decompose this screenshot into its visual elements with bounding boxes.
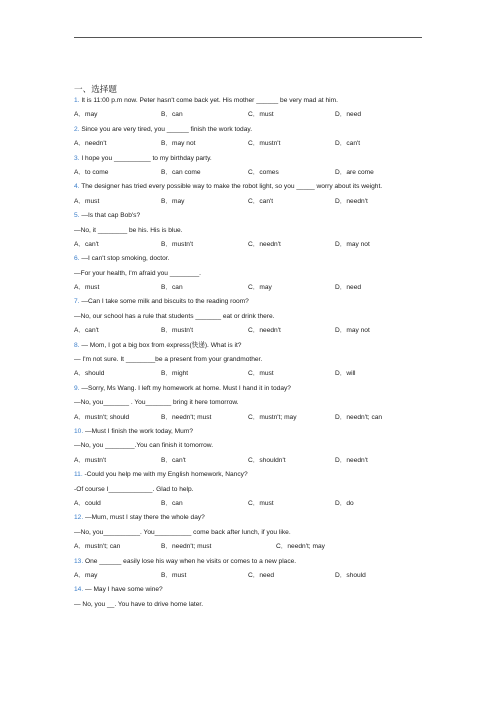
answer-option[interactable]: D．needn't; can	[335, 413, 383, 421]
answer-option[interactable]: C．need	[248, 571, 275, 579]
question-stem	[74, 585, 422, 594]
question-dialog-line: —No, you__________. You__________ come back after lunch, if you like.	[74, 528, 291, 536]
answer-option[interactable]: C．mustn't; may	[248, 413, 297, 421]
answer-option[interactable]: A．mustn't	[74, 456, 107, 464]
answer-option[interactable]: B．may not	[161, 140, 196, 148]
option-row	[74, 197, 422, 206]
answer-option[interactable]: A．must	[74, 197, 100, 205]
answer-option[interactable]: D．need	[335, 284, 362, 292]
option-row	[74, 240, 422, 249]
answer-option[interactable]: A．mustn't; can	[74, 543, 121, 551]
answer-option[interactable]: A．may	[74, 571, 98, 579]
option-row	[74, 168, 422, 177]
answer-option[interactable]: D．may not	[335, 327, 370, 335]
option-row	[74, 283, 422, 292]
question-list	[74, 84, 422, 614]
answer-option[interactable]: B．can't	[161, 456, 186, 464]
question-number: 5.	[74, 212, 80, 220]
answer-option[interactable]: B．needn't; must	[161, 543, 212, 551]
answer-option[interactable]: A．may	[74, 111, 98, 119]
section-title: 一、选择题	[74, 84, 117, 94]
answer-option[interactable]: A．can't	[74, 327, 99, 335]
question-stem	[74, 513, 422, 522]
question-number: 1.	[74, 97, 80, 104]
answer-option[interactable]: A．must	[74, 284, 100, 292]
question-stem	[74, 470, 422, 479]
question-stem	[74, 341, 422, 350]
question-dialog-line: —For your health, I'm afraid you ________.	[74, 269, 201, 277]
question-number: 4.	[74, 183, 80, 191]
answer-option[interactable]: C．must	[248, 111, 274, 119]
option-row	[74, 369, 422, 378]
answer-option[interactable]: A．needn't	[74, 140, 107, 148]
answer-option[interactable]: B．mustn't	[161, 327, 194, 335]
question-text: One ______ easily lose his way when he visits or comes to a new place.	[85, 557, 297, 565]
answer-option[interactable]: D．needn't	[335, 197, 368, 205]
option-row	[74, 326, 422, 335]
option-row	[74, 571, 422, 580]
question-text: —Can I take some milk and biscuits to the reading room?	[81, 298, 249, 306]
question-number: 3.	[74, 154, 80, 162]
question-stem	[74, 211, 422, 220]
option-row	[74, 413, 422, 422]
header-rule	[74, 37, 422, 38]
question-number: 6.	[74, 255, 80, 263]
answer-option[interactable]: C．needn't	[248, 327, 281, 335]
answer-option[interactable]: A．to come	[74, 168, 109, 176]
question-text: —Sorry, Ms Wang. I left my homework at home. Must I hand it in today?	[81, 384, 291, 392]
answer-option[interactable]: B．must	[161, 571, 187, 579]
answer-option[interactable]: C．needn't; may	[276, 543, 325, 551]
question-stem	[74, 96, 422, 105]
question-dialog-line: — No, you __. You have to drive home later.	[74, 600, 204, 608]
question-number: 8.	[74, 341, 80, 349]
question-stem	[74, 427, 422, 436]
answer-option[interactable]: B．can	[161, 111, 183, 119]
answer-option[interactable]: C．shouldn't	[248, 456, 286, 464]
question-stem	[74, 254, 422, 263]
question-text: —I can't stop smoking, doctor.	[81, 255, 170, 263]
answer-option[interactable]: C．comes	[248, 168, 279, 176]
option-row	[74, 456, 422, 465]
question-dialog-line: —No, our school has a rule that students _______ eat or drink there.	[74, 312, 275, 320]
question-dialog-line: — I'm not sure. It ________be a present from your grandmother.	[74, 356, 263, 364]
question-dialog-line: —No, it ________ be his. His is blue.	[74, 226, 183, 234]
question-number: 13.	[74, 557, 84, 565]
question-number: 10.	[74, 427, 84, 435]
answer-option[interactable]: C．needn't	[248, 240, 281, 248]
answer-option[interactable]: D．needn't	[335, 456, 368, 464]
answer-option[interactable]: D．should	[335, 571, 366, 579]
question-dialog-line: —No, you ________.You can finish it tomorrow.	[74, 442, 214, 450]
answer-option[interactable]: A．should	[74, 370, 105, 378]
question-text: — May I have some wine?	[85, 586, 163, 594]
answer-option[interactable]: A．could	[74, 499, 101, 507]
question-text: -Could you help me with my English homework, Nancy?	[84, 471, 248, 479]
question-text: The designer has tried every possible way to make the robot light, so you _____ worry about its weight.	[81, 183, 383, 191]
question-stem	[74, 182, 422, 191]
answer-option[interactable]: D．do	[335, 499, 354, 507]
option-row	[74, 542, 422, 551]
answer-option[interactable]: B．mustn't	[161, 240, 194, 248]
answer-option[interactable]: D．are come	[335, 168, 374, 176]
answer-option[interactable]: D．will	[335, 370, 356, 378]
question-number: 9.	[74, 384, 80, 392]
question-text: — Mom, I got a big box from express(快递). What is it?	[81, 341, 242, 349]
answer-option[interactable]: B．might	[161, 370, 189, 378]
question-stem	[74, 557, 422, 566]
question-text: Since you are very tired, you ______ finish the work today.	[81, 125, 253, 133]
question-text: It is 11:00 p.m now. Peter hasn't come back yet. His mother ______ be very mad at him.	[81, 97, 338, 104]
question-number: 2.	[74, 125, 80, 133]
answer-option[interactable]: C．mustn't	[248, 140, 281, 148]
answer-option[interactable]: D．may not	[335, 240, 370, 248]
answer-option[interactable]: B．can	[161, 499, 183, 507]
answer-option[interactable]: C．must	[248, 370, 274, 378]
answer-option[interactable]: D．need	[335, 111, 362, 119]
answer-option[interactable]: B．can	[161, 284, 183, 292]
question-stem	[74, 154, 422, 163]
question-stem	[74, 125, 422, 134]
answer-option[interactable]: A．can't	[74, 240, 99, 248]
question-text: —Mum, must I stay there the whole day?	[85, 514, 205, 522]
answer-option[interactable]: C．may	[248, 284, 272, 292]
question-text: —Must I finish the work today, Mum?	[85, 427, 193, 435]
question-number: 12.	[74, 514, 84, 522]
answer-option[interactable]: A．mustn't; should	[74, 413, 130, 421]
question-number: 14.	[74, 586, 84, 594]
option-row	[74, 110, 422, 119]
question-stem	[74, 297, 422, 306]
answer-option[interactable]: D．can't	[335, 140, 361, 148]
question-text: I hope you __________ to my birthday party.	[81, 154, 212, 162]
answer-option[interactable]: B．may	[161, 197, 185, 205]
question-dialog-line: -Of course I____________. Glad to help.	[74, 485, 194, 493]
question-number: 7.	[74, 298, 80, 306]
option-row	[74, 499, 422, 508]
question-stem	[74, 384, 422, 393]
question-number: 11.	[74, 471, 83, 479]
question-dialog-line: —No, you_______ . You_______ bring it here tomorrow.	[74, 399, 239, 407]
answer-option[interactable]: C．can't	[248, 197, 274, 205]
question-text: —Is that cap Bob's?	[81, 212, 141, 220]
answer-option[interactable]: C．must	[248, 499, 274, 507]
answer-option[interactable]: B．can come	[161, 168, 201, 176]
option-row	[74, 139, 422, 148]
answer-option[interactable]: B．needn't; must	[161, 413, 212, 421]
